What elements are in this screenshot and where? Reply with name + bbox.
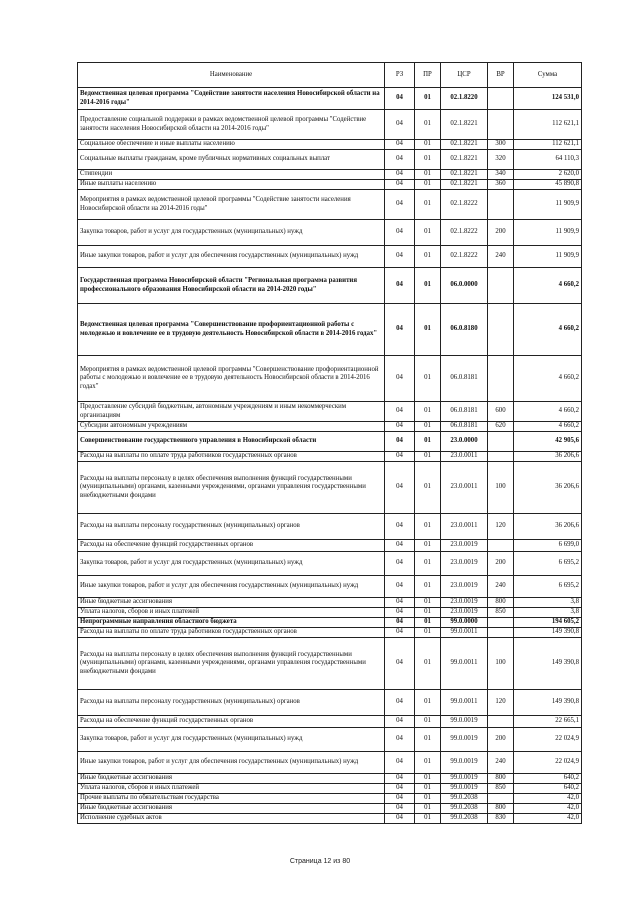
cell-pr: 01 (415, 170, 441, 180)
cell-name: Уплата налогов, сборов и иных платежей (78, 784, 385, 794)
cell-vr: 800 (488, 598, 514, 608)
cell-sum: 112 621,1 (514, 110, 582, 140)
cell-csr: 23.0.0019 (441, 608, 488, 618)
cell-name: Иные закупки товаров, работ и услуг для обеспечения государственных (муниципальных) нужд (78, 752, 385, 774)
cell-sum: 640,2 (514, 784, 582, 794)
table-row (78, 190, 582, 220)
cell-sum: 42,0 (514, 814, 582, 824)
cell-rz: 04 (385, 638, 415, 690)
cell-csr: 02.1.8221 (441, 140, 488, 150)
cell-sum: 124 531,0 (514, 88, 582, 110)
cell-sum: 3,8 (514, 598, 582, 608)
cell-name: Совершенствование государственного управления в Новосибирской области (78, 432, 385, 452)
cell-csr: 99.0.0011 (441, 690, 488, 716)
table-row (78, 618, 582, 628)
cell-name: Мероприятия в рамках ведомственной целевой программы "Содействие занятости населения Новосибирской области на 2014-2016 годы" (78, 190, 385, 220)
cell-pr: 01 (415, 608, 441, 618)
cell-pr: 01 (415, 402, 441, 422)
cell-pr: 01 (415, 268, 441, 304)
table-row (78, 268, 582, 304)
cell-vr: 340 (488, 170, 514, 180)
table-row (78, 608, 582, 618)
cell-rz: 04 (385, 432, 415, 452)
cell-vr (488, 110, 514, 140)
cell-pr: 01 (415, 540, 441, 552)
header-sum: Сумма (514, 63, 582, 88)
header-pr: ПР (415, 63, 441, 88)
cell-vr: 830 (488, 814, 514, 824)
cell-sum: 6 695,2 (514, 576, 582, 598)
table-row (78, 452, 582, 462)
table-row (78, 774, 582, 784)
cell-csr: 23.0.0011 (441, 462, 488, 514)
cell-csr: 02.1.8221 (441, 170, 488, 180)
cell-name: Расходы на выплаты по оплате труда работников государственных органов (78, 628, 385, 638)
cell-rz: 04 (385, 814, 415, 824)
cell-name: Расходы на выплаты по оплате труда работников государственных органов (78, 452, 385, 462)
cell-csr: 23.0.0000 (441, 432, 488, 452)
cell-name: Расходы на обеспечение функций государственных органов (78, 540, 385, 552)
cell-name: Ведомственная целевая программа "Содействие занятости населения Новосибирской области на 2014-2016 годы" (78, 88, 385, 110)
cell-rz: 04 (385, 140, 415, 150)
cell-pr: 01 (415, 246, 441, 268)
cell-name: Расходы на выплаты персоналу в целях обеспечения выполнения функций государственными (муниципальными) органами, казенными учреждениями, органами управления государственными внебюджетными фондами (78, 462, 385, 514)
cell-sum: 2 620,0 (514, 170, 582, 180)
table-row (78, 576, 582, 598)
cell-name: Закупка товаров, работ и услуг для государственных (муниципальных) нужд (78, 728, 385, 752)
cell-pr: 01 (415, 110, 441, 140)
cell-pr: 01 (415, 452, 441, 462)
cell-csr: 02.1.8222 (441, 190, 488, 220)
cell-name: Закупка товаров, работ и услуг для государственных (муниципальных) нужд (78, 552, 385, 576)
cell-rz: 04 (385, 462, 415, 514)
cell-vr: 240 (488, 752, 514, 774)
cell-rz: 04 (385, 356, 415, 402)
table-row (78, 794, 582, 804)
cell-sum: 64 110,3 (514, 150, 582, 170)
cell-sum: 4 660,2 (514, 402, 582, 422)
cell-name: Исполнение судебных актов (78, 814, 385, 824)
cell-csr: 99.0.0000 (441, 618, 488, 628)
cell-rz: 04 (385, 628, 415, 638)
cell-sum: 4 660,2 (514, 304, 582, 356)
cell-sum: 4 660,2 (514, 356, 582, 402)
cell-name: Иные выплаты населению (78, 180, 385, 190)
cell-sum: 45 890,8 (514, 180, 582, 190)
table-row (78, 752, 582, 774)
cell-pr: 01 (415, 628, 441, 638)
cell-csr: 02.1.8220 (441, 88, 488, 110)
table-row (78, 110, 582, 140)
cell-vr (488, 268, 514, 304)
header-name: Наименование (78, 63, 385, 88)
page-footer: Страница 12 из 80 (289, 858, 351, 865)
cell-name: Государственная программа Новосибирской области "Региональная программа развития профессионального образования Новосибирской области на 2014-2020 годы" (78, 268, 385, 304)
table-header (78, 63, 582, 88)
cell-name: Ведомственная целевая программа "Совершенствование профориентационной работы с молодежью и вовлечение ее в трудовую деятельность Новосибирской области в 2014-2016 годах" (78, 304, 385, 356)
cell-csr: 23.0.0019 (441, 552, 488, 576)
table-row (78, 462, 582, 514)
cell-rz: 04 (385, 452, 415, 462)
cell-pr: 01 (415, 598, 441, 608)
cell-csr: 02.1.8221 (441, 180, 488, 190)
cell-name: Социальные выплаты гражданам, кроме публичных нормативных социальных выплат (78, 150, 385, 170)
cell-rz: 04 (385, 598, 415, 608)
table-row (78, 402, 582, 422)
cell-rz: 04 (385, 190, 415, 220)
table-row (78, 514, 582, 540)
cell-sum: 36 206,6 (514, 462, 582, 514)
cell-csr: 99.0.2038 (441, 814, 488, 824)
cell-vr (488, 716, 514, 728)
cell-csr: 99.0.0019 (441, 716, 488, 728)
cell-sum: 11 909,9 (514, 190, 582, 220)
cell-vr (488, 304, 514, 356)
cell-pr: 01 (415, 88, 441, 110)
cell-vr (488, 88, 514, 110)
cell-pr: 01 (415, 794, 441, 804)
cell-csr: 02.1.8221 (441, 110, 488, 140)
cell-csr: 99.0.0011 (441, 628, 488, 638)
cell-sum: 194 605,2 (514, 618, 582, 628)
table-row (78, 432, 582, 452)
cell-sum: 22 024,9 (514, 752, 582, 774)
cell-rz: 04 (385, 268, 415, 304)
cell-name: Мероприятия в рамках ведомственной целевой программы "Совершенствование профориентационной работы с молодежью и вовлечение ее в трудовую деятельность Новосибирской области в 2014-2016 годах" (78, 356, 385, 402)
cell-rz: 04 (385, 608, 415, 618)
cell-rz: 04 (385, 514, 415, 540)
cell-vr (488, 356, 514, 402)
cell-sum: 4 660,2 (514, 422, 582, 432)
cell-rz: 04 (385, 752, 415, 774)
cell-vr: 200 (488, 220, 514, 246)
cell-pr: 01 (415, 514, 441, 540)
cell-vr (488, 794, 514, 804)
cell-rz: 04 (385, 402, 415, 422)
cell-pr: 01 (415, 422, 441, 432)
table-row (78, 304, 582, 356)
cell-csr: 02.1.8222 (441, 246, 488, 268)
cell-vr: 850 (488, 784, 514, 794)
cell-rz: 04 (385, 728, 415, 752)
cell-name: Иные бюджетные ассигнования (78, 774, 385, 784)
cell-name: Закупка товаров, работ и услуг для государственных (муниципальных) нужд (78, 220, 385, 246)
table-row (78, 638, 582, 690)
cell-name: Иные бюджетные ассигнования (78, 804, 385, 814)
cell-rz: 04 (385, 422, 415, 432)
table-row (78, 716, 582, 728)
cell-vr: 360 (488, 180, 514, 190)
cell-pr: 01 (415, 774, 441, 784)
cell-csr: 99.0.0019 (441, 728, 488, 752)
cell-vr: 620 (488, 422, 514, 432)
cell-csr: 06.0.0000 (441, 268, 488, 304)
table-row (78, 246, 582, 268)
table-row (78, 220, 582, 246)
cell-sum: 22 024,9 (514, 728, 582, 752)
cell-name: Субсидии автономным учреждениям (78, 422, 385, 432)
cell-pr: 01 (415, 690, 441, 716)
cell-csr: 06.0.8181 (441, 356, 488, 402)
cell-csr: 23.0.0019 (441, 540, 488, 552)
cell-name: Иные бюджетные ассигнования (78, 598, 385, 608)
cell-pr: 01 (415, 180, 441, 190)
cell-name: Иные закупки товаров, работ и услуг для обеспечения государственных (муниципальных) нужд (78, 246, 385, 268)
cell-sum: 6 695,2 (514, 552, 582, 576)
cell-pr: 01 (415, 432, 441, 452)
cell-name: Иные закупки товаров, работ и услуг для обеспечения государственных (муниципальных) нужд (78, 576, 385, 598)
cell-name: Уплата налогов, сборов и иных платежей (78, 608, 385, 618)
cell-pr: 01 (415, 190, 441, 220)
cell-sum: 22 665,1 (514, 716, 582, 728)
cell-vr: 240 (488, 576, 514, 598)
cell-pr: 01 (415, 784, 441, 794)
cell-csr: 02.1.8222 (441, 220, 488, 246)
cell-pr: 01 (415, 220, 441, 246)
header-row (78, 63, 582, 88)
cell-rz: 04 (385, 220, 415, 246)
header-rz: РЗ (385, 63, 415, 88)
table-body (78, 88, 582, 824)
table-row (78, 552, 582, 576)
cell-pr: 01 (415, 150, 441, 170)
cell-vr: 200 (488, 552, 514, 576)
cell-sum: 112 621,1 (514, 140, 582, 150)
cell-rz: 04 (385, 716, 415, 728)
cell-sum: 149 390,8 (514, 638, 582, 690)
budget-table (77, 62, 582, 824)
cell-pr: 01 (415, 728, 441, 752)
cell-rz: 04 (385, 150, 415, 170)
cell-rz: 04 (385, 576, 415, 598)
cell-rz: 04 (385, 540, 415, 552)
cell-vr: 120 (488, 514, 514, 540)
table-row (78, 140, 582, 150)
cell-rz: 04 (385, 110, 415, 140)
cell-sum: 3,8 (514, 608, 582, 618)
cell-rz: 04 (385, 88, 415, 110)
cell-sum: 11 909,9 (514, 246, 582, 268)
cell-name: Предоставление субсидий бюджетным, автономным учреждениям и иным некоммерческим организациям (78, 402, 385, 422)
cell-rz: 04 (385, 552, 415, 576)
cell-pr: 01 (415, 140, 441, 150)
cell-pr: 01 (415, 752, 441, 774)
cell-vr: 600 (488, 402, 514, 422)
cell-name: Социальное обеспечение и иные выплаты населению (78, 140, 385, 150)
cell-name: Непрограммные направления областного бюджета (78, 618, 385, 628)
table-row (78, 628, 582, 638)
table-row (78, 690, 582, 716)
cell-name: Расходы на обеспечение функций государственных органов (78, 716, 385, 728)
cell-sum: 11 909,9 (514, 220, 582, 246)
cell-vr: 120 (488, 690, 514, 716)
cell-csr: 23.0.0019 (441, 576, 488, 598)
cell-pr: 01 (415, 552, 441, 576)
cell-pr: 01 (415, 356, 441, 402)
cell-pr: 01 (415, 716, 441, 728)
table-row (78, 422, 582, 432)
cell-sum: 6 699,0 (514, 540, 582, 552)
cell-sum: 36 206,6 (514, 514, 582, 540)
cell-sum: 42 905,6 (514, 432, 582, 452)
cell-vr: 800 (488, 804, 514, 814)
cell-name: Расходы на выплаты персоналу государственных (муниципальных) органов (78, 514, 385, 540)
cell-csr: 99.0.0019 (441, 774, 488, 784)
table-row (78, 804, 582, 814)
cell-rz: 04 (385, 618, 415, 628)
cell-sum: 4 660,2 (514, 268, 582, 304)
cell-pr: 01 (415, 618, 441, 628)
cell-rz: 04 (385, 774, 415, 784)
cell-name: Стипендии (78, 170, 385, 180)
cell-rz: 04 (385, 690, 415, 716)
cell-sum: 640,2 (514, 774, 582, 784)
cell-csr: 06.0.8181 (441, 422, 488, 432)
cell-csr: 99.0.0011 (441, 638, 488, 690)
header-vr: ВР (488, 63, 514, 88)
cell-sum: 36 206,6 (514, 452, 582, 462)
cell-vr: 300 (488, 140, 514, 150)
cell-csr: 99.0.0019 (441, 784, 488, 794)
cell-name: Прочие выплаты по обязательствам государства (78, 794, 385, 804)
cell-csr: 99.0.2038 (441, 804, 488, 814)
cell-vr (488, 452, 514, 462)
cell-name: Расходы на выплаты персоналу в целях обеспечения выполнения функций государственными (муниципальными) органами, казенными учреждениями, органами управления государственными внебюджетными фондами (78, 638, 385, 690)
cell-pr: 01 (415, 576, 441, 598)
cell-csr: 06.0.8181 (441, 402, 488, 422)
table-row (78, 598, 582, 608)
table-row (78, 170, 582, 180)
cell-rz: 04 (385, 784, 415, 794)
cell-sum: 149 390,8 (514, 628, 582, 638)
cell-csr: 23.0.0011 (441, 514, 488, 540)
cell-rz: 04 (385, 304, 415, 356)
cell-pr: 01 (415, 462, 441, 514)
cell-rz: 04 (385, 246, 415, 268)
table-row (78, 728, 582, 752)
cell-vr (488, 628, 514, 638)
cell-csr: 23.0.0019 (441, 598, 488, 608)
cell-vr: 800 (488, 774, 514, 784)
cell-rz: 04 (385, 170, 415, 180)
cell-vr: 100 (488, 638, 514, 690)
cell-csr: 99.0.2038 (441, 794, 488, 804)
cell-vr: 850 (488, 608, 514, 618)
table-row (78, 540, 582, 552)
cell-vr: 320 (488, 150, 514, 170)
table-row (78, 150, 582, 170)
cell-pr: 01 (415, 804, 441, 814)
cell-rz: 04 (385, 804, 415, 814)
cell-rz: 04 (385, 794, 415, 804)
header-csr: ЦСР (441, 63, 488, 88)
cell-csr: 06.0.8180 (441, 304, 488, 356)
cell-vr: 200 (488, 728, 514, 752)
cell-csr: 23.0.0011 (441, 452, 488, 462)
cell-name: Расходы на выплаты персоналу государственных (муниципальных) органов (78, 690, 385, 716)
table-row (78, 356, 582, 402)
cell-sum: 42,0 (514, 794, 582, 804)
table-row (78, 180, 582, 190)
table-row (78, 88, 582, 110)
cell-vr (488, 432, 514, 452)
cell-rz: 04 (385, 180, 415, 190)
cell-vr: 240 (488, 246, 514, 268)
cell-csr: 02.1.8221 (441, 150, 488, 170)
cell-vr: 100 (488, 462, 514, 514)
cell-sum: 149 390,8 (514, 690, 582, 716)
cell-vr (488, 540, 514, 552)
cell-name: Предоставление социальной поддержки в рамках ведомственной целевой программы "Содействие занятости населения Новосибирской области на 2014-2016 годы" (78, 110, 385, 140)
cell-sum: 42,0 (514, 804, 582, 814)
cell-pr: 01 (415, 638, 441, 690)
cell-pr: 01 (415, 304, 441, 356)
cell-pr: 01 (415, 814, 441, 824)
cell-csr: 99.0.0019 (441, 752, 488, 774)
table-row (78, 814, 582, 824)
cell-vr (488, 618, 514, 628)
table-row (78, 784, 582, 794)
cell-vr (488, 190, 514, 220)
